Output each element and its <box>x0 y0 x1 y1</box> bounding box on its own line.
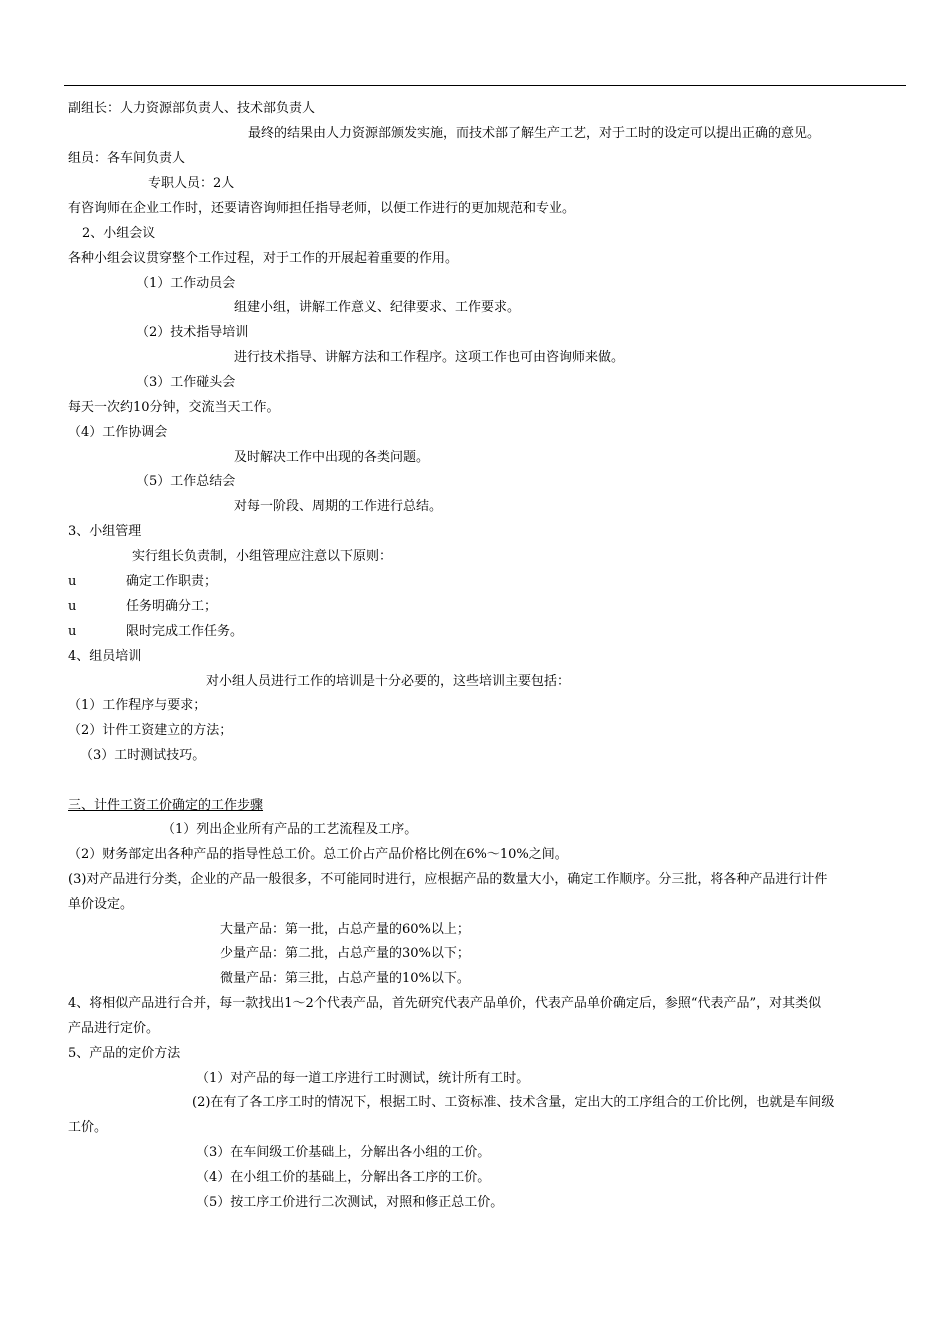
step-4-line-1: 4、将相似产品进行合并，每一款找出1～2个代表产品，首先研究代表产品单价，代表产品单价确定后，参照“代表产品”，对其类似 <box>68 996 822 1011</box>
pricing-2-line-1: (2)在有了各工序工时的情况下，根据工时、工资标准、技术含量，定出大的工序组合的工价比例，也就是车间级 <box>192 1095 835 1110</box>
training-item-2: （2）计件工资建立的方法； <box>68 723 233 738</box>
meeting-1-desc: 组建小组，讲解工作意义、纪律要求、工作要求。 <box>234 300 521 315</box>
pricing-title: 5、产品的定价方法 <box>68 1046 181 1061</box>
pricing-5: （5）按工序工价进行二次测试，对照和修正总工价。 <box>196 1195 504 1210</box>
step-4-line-2: 产品进行定价。 <box>68 1021 160 1036</box>
top-divider <box>64 85 906 86</box>
step-1: （1）列出企业所有产品的工艺流程及工序。 <box>162 822 418 837</box>
members-line: 组员：各车间负责人 <box>68 151 186 166</box>
meeting-1-label: （1）工作动员会 <box>136 276 236 291</box>
bullet-marker: u <box>68 574 77 589</box>
meeting-5-desc: 对每一阶段、周期的工作进行总结。 <box>234 499 443 514</box>
batch-3: 微量产品：第三批，占总产量的10%以下。 <box>220 971 470 986</box>
batch-2: 少量产品：第二批，占总产量的30%以下； <box>220 946 470 961</box>
meeting-3-desc: 每天一次约10分钟，交流当天工作。 <box>68 400 280 415</box>
step-3-line-2: 单价设定。 <box>68 897 134 912</box>
pricing-4: （4）在小组工价的基础上，分解出各工序的工价。 <box>196 1170 491 1185</box>
pricing-1: （1）对产品的每一道工序进行工时测试，统计所有工时。 <box>196 1071 530 1086</box>
meeting-2-desc: 进行技术指导、讲解方法和工作程序。这项工作也可由咨询师来做。 <box>234 350 625 365</box>
staff-line: 专职人员：2人 <box>148 176 235 191</box>
group-management-intro: 实行组长负责制，小组管理应注意以下原则： <box>132 549 393 564</box>
meeting-2-label: （2）技术指导培训 <box>136 325 249 340</box>
pricing-3: （3）在车间级工价基础上，分解出各小组的工价。 <box>196 1145 491 1160</box>
group-meetings-title: 2、小组会议 <box>82 226 156 241</box>
training-item-3: （3）工时测试技巧。 <box>80 748 206 763</box>
batch-1: 大量产品：第一批，占总产量的60%以上； <box>220 922 470 937</box>
meeting-5-label: （5）工作总结会 <box>136 474 236 489</box>
bullet-marker: u <box>68 624 77 639</box>
section-three-title: 三、计件工资工价确定的工作步骤 <box>68 798 264 813</box>
pricing-2-line-2: 工价。 <box>68 1120 108 1135</box>
consultant-line: 有咨询师在企业工作时，还要请咨询师担任指导老师，以便工作进行的更加规范和专业。 <box>68 201 576 216</box>
meeting-4-desc: 及时解决工作中出现的各类问题。 <box>234 450 430 465</box>
group-management-title: 3、小组管理 <box>68 524 142 539</box>
meeting-3-label: （3）工作碰头会 <box>136 375 236 390</box>
vice-leader-note: 最终的结果由人力资源部颁发实施，而技术部了解生产工艺，对于工时的设定可以提出正确的意见。 <box>248 126 821 141</box>
step-2: （2）财务部定出各种产品的指导性总工价。总工价占产品价格比例在6%～10%之间。 <box>68 847 568 862</box>
vice-leader-line: 副组长：人力资源部负责人、技术部负责人 <box>68 101 316 116</box>
step-3-line-1: (3)对产品进行分类，企业的产品一般很多，不可能同时进行，应根据产品的数量大小，确定工作顺序。分三批，将各种产品进行计件 <box>68 872 828 887</box>
principle-1: 确定工作职责； <box>126 574 218 589</box>
principle-3: 限时完成工作任务。 <box>126 624 244 639</box>
member-training-intro: 对小组人员进行工作的培训是十分必要的，这些培训主要包括： <box>206 674 571 689</box>
training-item-1: （1）工作程序与要求； <box>68 698 207 713</box>
meeting-4-label: （4）工作协调会 <box>68 425 168 440</box>
member-training-title: 4、组员培训 <box>68 649 142 664</box>
principle-2: 任务明确分工； <box>126 599 218 614</box>
bullet-marker: u <box>68 599 77 614</box>
group-meetings-intro: 各种小组会议贯穿整个工作过程，对于工作的开展起着重要的作用。 <box>68 251 459 266</box>
